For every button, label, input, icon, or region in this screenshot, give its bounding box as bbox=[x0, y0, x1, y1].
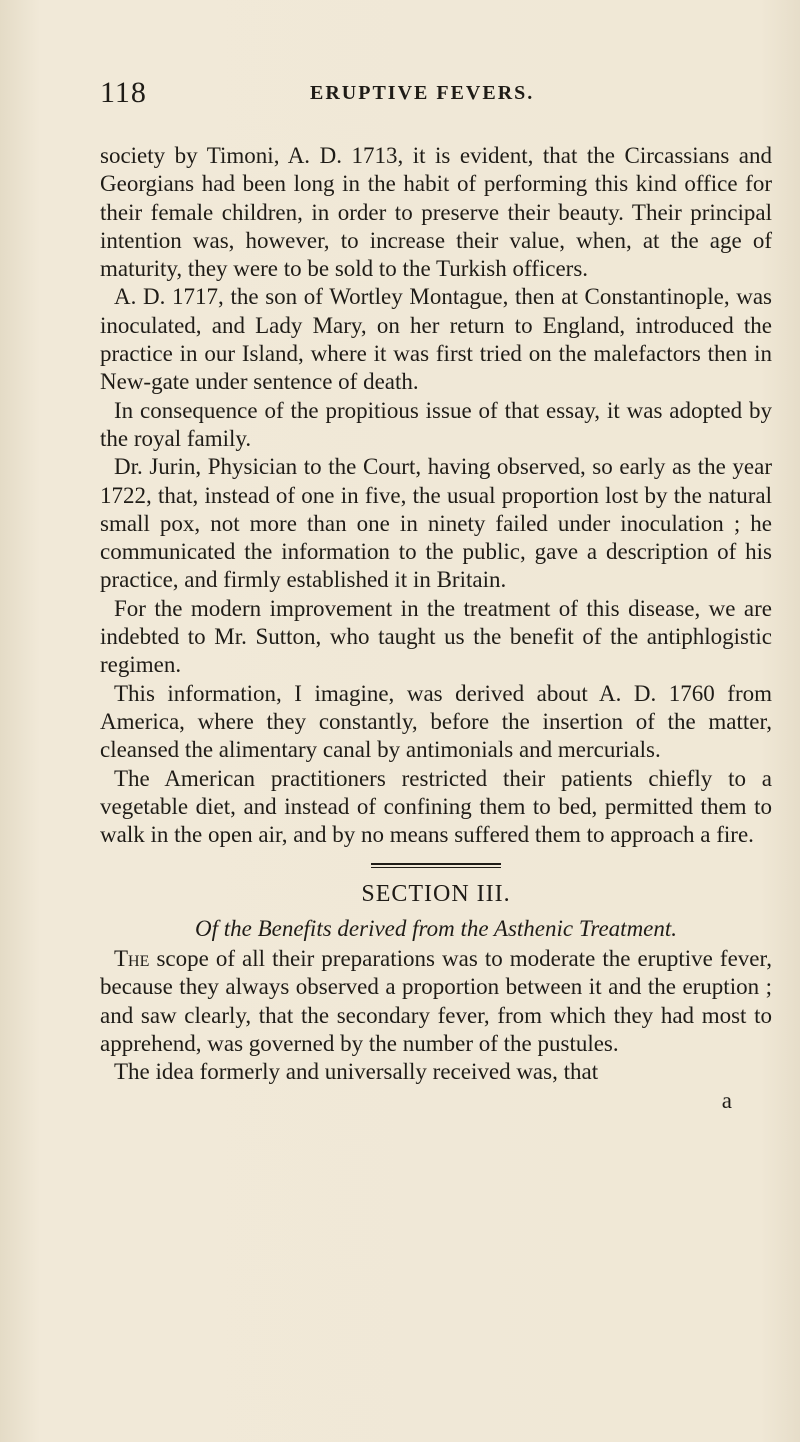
paragraph-jurin: Dr. Jurin, Physician to the Court, having observed, so early as the year 1722, that, instead of one in five, the usual proportion lost by the natural small pox, not more than one in ninety failed under inoculation ; he communicated the information to the public, gave a description of his practice, and firmly established it in Britain. bbox=[100, 454, 772, 593]
section-lead-word: The bbox=[114, 946, 150, 972]
running-title: ERUPTIVE FEVERS. bbox=[310, 82, 535, 104]
paragraph-royal-family: In consequence of the propitious issue of that essay, it was adopted by the royal family. bbox=[100, 397, 772, 451]
paragraph-america: This information, I imagine, was derived about A. D. 1760 from America, where they constantly, before the insertion of the matter, cleansed the alimentary canal by antimonials and mercurials. bbox=[100, 680, 772, 763]
body-text bbox=[100, 142, 772, 1115]
section-subtitle: Of the Benefits derived from the Asthenic Treatment. bbox=[194, 915, 678, 941]
paragraph-scope bbox=[100, 945, 772, 1058]
paragraph-sutton: For the modern improvement in the treatment of this disease, we are indebted to Mr. Sutton, who taught us the benefit of the antiphlogistic regimen. bbox=[100, 595, 772, 678]
section-divider-rule bbox=[371, 863, 501, 868]
page-number: 118 bbox=[100, 76, 147, 109]
section-title: SECTION III. bbox=[361, 881, 511, 908]
paragraph-scope-text: scope of all their preparations was to moderate the eruptive fever, because they always observed a proportion between it and the eruption ; and saw clearly, that the secondary fever, from which they had most to apprehend, was governed by the number of the pustules. bbox=[100, 946, 772, 1056]
catchword: a bbox=[721, 1087, 732, 1113]
paragraph-timoni: society by Timoni, A. D. 1713, it is evident, that the Circassians and Georgians had been long in the habit of performing this kind office for their female children, in order to preserve their beauty. Their principal intention was, however, to increase their value, when, at the age of maturity, they were to be sold to the Turkish officers. bbox=[100, 143, 772, 282]
paragraph-american-practitioners: The American practitioners restricted their patients chiefly to a vegetable diet, and instead of confining them to bed, permitted them to walk in the open air, and by no means suffered them to approach a fire. bbox=[100, 765, 772, 848]
page-header bbox=[90, 76, 750, 112]
paragraph-montague: A. D. 1717, the son of Wortley Montague, then at Constantinople, was inoculated, and Lady Mary, on her return to England, introduced the practice in our Island, where it was first tried on the malefactors then in New-gate under sentence of death. bbox=[100, 284, 772, 395]
paragraph-idea: The idea formerly and universally received was, that bbox=[114, 1059, 599, 1085]
